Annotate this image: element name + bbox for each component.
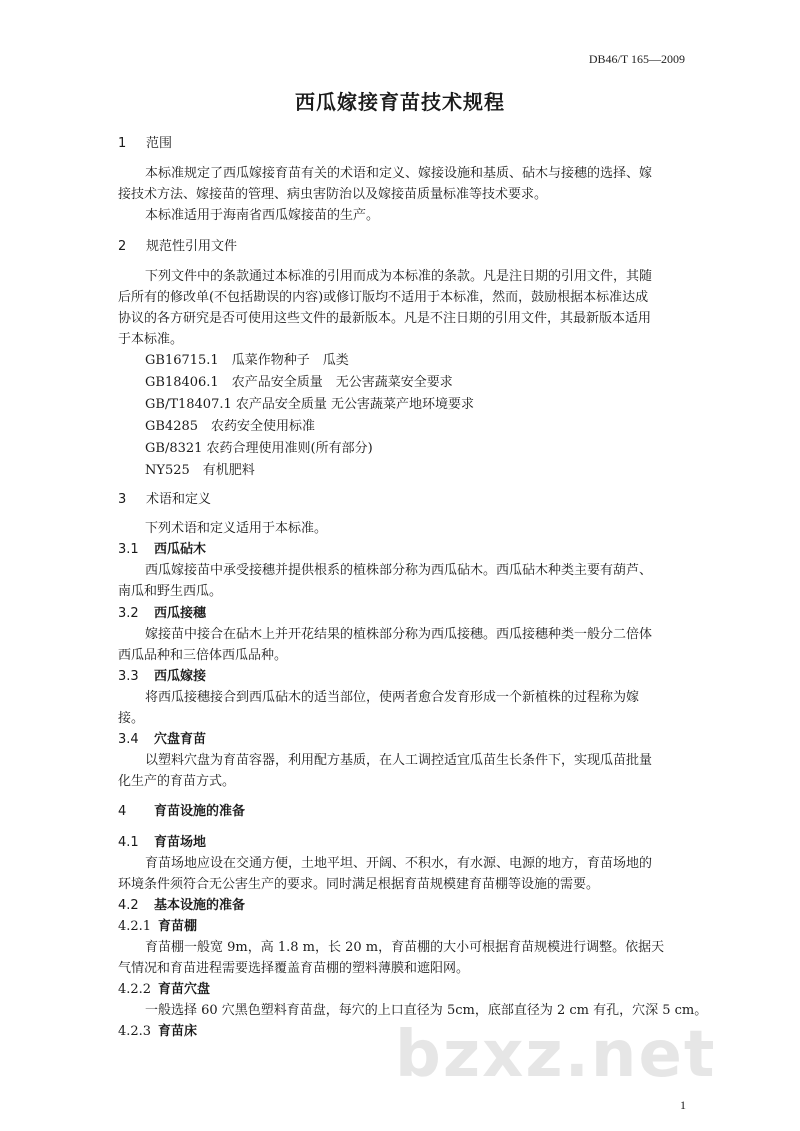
subsection-heading-3-1: 3.1 西瓜砧木	[118, 542, 207, 557]
document-title: 西瓜嫁接育苗技术规程	[295, 90, 505, 114]
reference-item: GB16715.1 瓜菜作物种子 瓜类	[145, 353, 349, 368]
watermark: bzxz.net	[395, 1018, 717, 1092]
section-heading-4: 4 育苗设施的准备	[118, 804, 246, 819]
paragraph-line: 环境条件须符合无公害生产的要求。同时满足根据育苗规模建育苗棚等设施的需要。	[118, 877, 600, 892]
paragraph-line: 南瓜和野生西瓜。	[118, 584, 223, 599]
paragraph-line: 一般选择 60 穴黑色塑料育苗盘，每穴的上口直径为 5cm，底部直径为 2 cm 有孔，穴深 5 cm。	[145, 1003, 708, 1018]
paragraph-line: 后所有的修改单(不包括勘误的内容)或修订版均不适用于本标准，然而，鼓励根据本标准达成	[118, 290, 649, 305]
paragraph-line: 嫁接苗中接合在砧木上并开花结果的植株部分称为西瓜接穗。西瓜接穗种类一般分二倍体	[145, 627, 653, 642]
reference-item: GB/8321 农药合理使用准则(所有部分)	[145, 441, 373, 456]
paragraph-line: 西瓜品种和三倍体西瓜品种。	[118, 648, 288, 663]
standard-code: DB46/T 165—2009	[588, 52, 685, 66]
paragraph-line: 西瓜嫁接苗中承受接穗并提供根系的植株部分称为西瓜砧木。西瓜砧木种类主要有葫芦、	[145, 563, 653, 578]
paragraph-line: 化生产的育苗方式。	[118, 774, 236, 789]
paragraph-line: 育苗场地应设在交通方便，土地平坦、开阔、不积水，有水源、电源的地方，育苗场地的	[145, 856, 653, 871]
paragraph-line: 于本标准。	[118, 332, 184, 347]
reference-item: NY525 有机肥料	[145, 463, 255, 478]
subsection-heading-4-1: 4.1 育苗场地	[118, 835, 207, 850]
paragraph-line: 本标准规定了西瓜嫁接育苗有关的术语和定义、嫁接设施和基质、砧木与接穗的选择、嫁	[145, 166, 653, 181]
paragraph-line: 本标准适用于海南省西瓜嫁接苗的生产。	[145, 208, 380, 223]
paragraph-line: 协议的各方研究是否可使用这些文件的最新版本。凡是不注日期的引用文件，其最新版本适用	[118, 311, 652, 326]
paragraph-line: 以塑料穴盘为育苗容器，利用配方基质，在人工调控适宜瓜苗生长条件下，实现瓜苗批量	[145, 753, 653, 768]
section-heading-2: 2 规范性引用文件	[118, 239, 238, 254]
paragraph-line: 育苗棚一般宽 9m，高 1.8 m，长 20 m，育苗棚的大小可根据育苗规模进行调整。依据天	[145, 940, 665, 955]
paragraph-line: 接技术方法、嫁接苗的管理、病虫害防治以及嫁接苗质量标准等技术要求。	[118, 187, 548, 202]
paragraph-line: 将西瓜接穗接合到西瓜砧木的适当部位，使两者愈合发育形成一个新植株的过程称为嫁	[145, 690, 640, 705]
paragraph-line: 下列术语和定义适用于本标准。	[145, 521, 328, 536]
subsection-heading-4-2-3: 4.2.3 育苗床	[118, 1024, 198, 1039]
subsection-heading-4-2: 4.2 基本设施的准备	[118, 898, 246, 913]
paragraph-line: 下列文件中的条款通过本标准的引用而成为本标准的条款。凡是注日期的引用文件，其随	[145, 269, 653, 284]
subsection-heading-3-4: 3.4 穴盘育苗	[118, 732, 207, 747]
page-number: 1	[680, 1098, 686, 1112]
section-heading-1: 1 范围	[118, 136, 173, 151]
subsection-heading-4-2-2: 4.2.2 育苗穴盘	[118, 982, 211, 997]
reference-item: GB4285 农药安全使用标准	[145, 419, 316, 434]
subsection-heading-3-2: 3.2 西瓜接穗	[118, 606, 207, 621]
paragraph-line: 接。	[118, 711, 145, 726]
paragraph-line: 气情况和育苗进程需要选择覆盖育苗棚的塑料薄膜和遮阳网。	[118, 961, 470, 976]
subsection-heading-3-3: 3.3 西瓜嫁接	[118, 669, 207, 684]
reference-item: GB/T18407.1 农产品安全质量 无公害蔬菜产地环境要求	[145, 397, 475, 412]
reference-item: GB18406.1 农产品安全质量 无公害蔬菜安全要求	[145, 375, 453, 390]
section-heading-3: 3 术语和定义	[118, 492, 212, 507]
subsection-heading-4-2-1: 4.2.1 育苗棚	[118, 919, 198, 934]
